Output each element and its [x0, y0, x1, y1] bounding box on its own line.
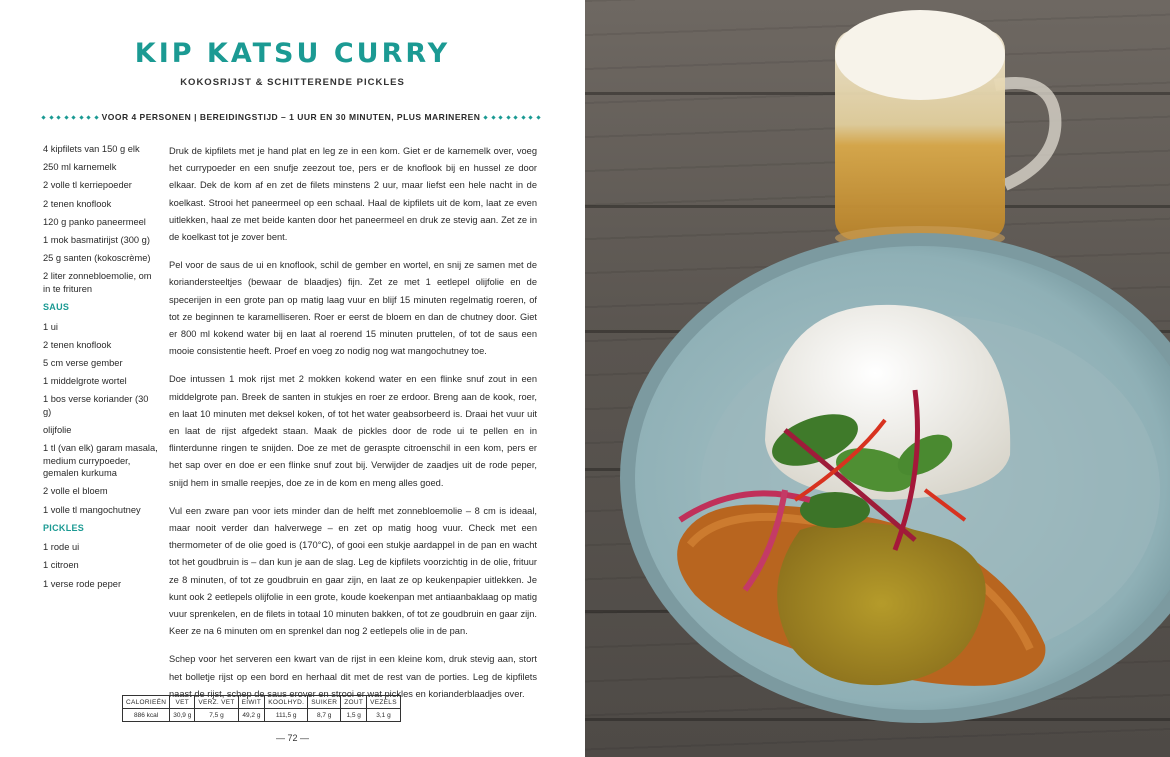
ingredient-item: 2 tenen knoflook — [43, 198, 112, 209]
recipe-meta: VOOR 4 PERSONEN | BEREIDINGSTIJD – 1 UUR EN 30 MINUTEN, PLUS MARINEREN — [101, 112, 481, 122]
nutrition-value-row — [123, 709, 401, 722]
ingredient-item: 2 volle el bloem — [43, 486, 108, 497]
recipe-subtitle: KOKOSRIJST & SCHITTERENDE PICKLES — [180, 77, 405, 88]
ingredient-list — [43, 143, 158, 596]
ingredient-item: 1 rode ui — [43, 542, 80, 553]
nutrition-header: KOOLHYD. — [265, 696, 308, 709]
ingredient-item: 250 ml karnemelk — [43, 162, 117, 173]
nutrition-value: 8,7 g — [308, 709, 341, 722]
food-photo — [585, 0, 1170, 757]
method-paragraph: Schep voor het serveren een kwart van de rijst in een kleine kom, druk stevig aan, stort het bolletje rijst op een bord en herhaal dit met de rest van de porties. Leg de kipfilets naast de rijst, schep de saus erover en strooi er wat pickles en korianderblaadjes over. — [169, 654, 537, 699]
dot-divider-left — [42, 114, 98, 120]
nutrition-header-row — [123, 696, 401, 709]
nutrition-table — [122, 695, 401, 722]
nutrition-value: 886 kcal — [123, 709, 170, 722]
ingredient-item: olijfolie — [43, 424, 72, 435]
nutrition-value: 3,1 g — [367, 709, 401, 722]
ingredient-item: 25 g santen (kokoscrème) — [43, 253, 151, 264]
recipe-title: KIP KATSU CURRY — [134, 38, 451, 69]
method-paragraph: Doe intussen 1 mok rijst met 2 mokken kokend water en een flinke snuf zout in een middelgrote pan. Breek de santen in stukjes en roer ze erdoor. Breng aan de kook, roer, en laat 10 minuten met deksel koken, of tot het water geabsorbeerd is. Draai het vuur uit en laat de rijst afgedekt staan. Maak de pickles door de rode ui te pellen en in flinterdunne ringen te snijden. Doe ze met de geraspte citroenschil in een kom, pers er het sap over en doe er een flinke snuf zout bij. Verwijder de zaadjes uit de rode peper, snijd hem in smalle reepjes, doe ze in de kom en meng alles goed. — [169, 374, 537, 488]
nutrition-value: 1,5 g — [341, 709, 367, 722]
ingredient-item: 1 bos verse koriander (30 g) — [43, 394, 149, 417]
page-number: — 72 — — [275, 733, 309, 743]
nutrition-value: 30,9 g — [170, 709, 195, 722]
saus-heading: SAUS — [43, 302, 70, 312]
food-illustration — [585, 0, 1170, 757]
ingredient-item: 4 kipfilets van 150 g elk — [43, 144, 140, 154]
method-paragraph: Vul een zware pan voor iets minder dan de helft met zonnebloemolie – 8 cm is ideaal, maar nooit verder dan halverwege – en zet op matig hoog vuur. Check met een thermometer of de olie goed is (170°C), of gooi een stukje aardappel in de pan en wacht tot het goudbruin is – dan kun je aan de slag. Leg de kipfilets voorzichtig in de olie, frituur ze 8 minuten, of tot ze goudbruin en gaar zijn, en laat ze op keukenpapier uitlekken. Je kunt ook 2 eetlepels olijfolie in een grote, koude koekenpan met antiaanbaklaag op matig vuur sprenkelen, en de filets in totaal 10 minuten bakken, of tot ze goudbruin en gaar zijn. Keer ze na 6 minuten om en sprenkel dan nog 2 eetlepels olie in de pan. — [169, 505, 537, 637]
nutrition-header: VERZ. VET — [195, 696, 238, 709]
ingredient-item: 2 volle tl kerriepoeder — [43, 180, 132, 191]
beer-mug — [835, 10, 1055, 250]
ingredient-item: 1 middelgrote wortel — [43, 376, 127, 387]
method-text — [169, 143, 537, 714]
ingredient-item: 2 liter zonnebloemolie, om in te frituren — [43, 271, 152, 294]
method-paragraph: Pel voor de saus de ui en knoflook, schil de gember en wortel, en snij ze samen met de koriandersteeltjes (bewaar de blaadjes) fijn. Zet ze met 1 eetlepel olijfolie en de specerijen in een grote pan op matig laag vuur en blijf 15 minuten regelmatig roeren, of tot ze beginnen te karamelliseren. Roer er eerst de bloem en dan de chutney door. Giet er 800 ml kokend water bij en laat al roerend 15 minuten pruttelen, of tot de saus een mooie consistentie heeft. Proef en voeg zo nodig nog wat mangochutney toe. — [169, 260, 537, 357]
ingredient-item: 1 volle tl mangochutney — [43, 504, 141, 515]
dot-divider-right — [484, 114, 540, 120]
recipe-meta-row — [42, 110, 540, 124]
nutrition-value: 111,5 g — [265, 709, 308, 722]
nutrition-header: VEZELS — [367, 696, 401, 709]
nutrition-header: VET — [170, 696, 195, 709]
ingredient-item: 1 citroen — [43, 560, 79, 571]
nutrition-value: 49,2 g — [238, 709, 265, 722]
ingredient-item: 1 mok basmatirijst (300 g) — [43, 234, 150, 245]
ingredient-item: 120 g panko paneermeel — [43, 216, 146, 227]
ingredient-item: 1 verse rode peper — [43, 578, 122, 589]
nutrition-header: CALORIEËN — [123, 696, 170, 709]
pickles-heading: PICKLES — [43, 522, 85, 533]
nutrition-value: 7,5 g — [195, 709, 238, 722]
ingredient-item: 1 ui — [43, 321, 58, 332]
ingredient-item: 2 tenen knoflook — [43, 339, 112, 350]
nutrition-header: SUIKER — [308, 696, 341, 709]
ingredient-item: 1 tl (van elk) garam masala, medium currypoeder, gemalen kurkuma — [43, 443, 158, 479]
ingredient-item: 5 cm verse gember — [43, 357, 123, 368]
method-paragraph: Druk de kipfilets met je hand plat en leg ze in een kom. Giet er de karnemelk over, voeg het currypoeder en een snufje zeezout toe, pers er de knoflook bij en hussel ze door elkaar. Dek de kom af en zet de filets minstens 2 uur, maar liefst een hele nacht in de koelkast. Strooi het paneermeel op een schaal. Haal de kipfilets uit de kom, laat ze even uitlekken, haal ze met beide kanten door het paneermeel en druk ze stevig aan. Zet ze in de koelkast tot je zover bent. — [169, 146, 537, 243]
nutrition-header: ZOUT — [341, 696, 367, 709]
nutrition-header: EIWIT — [238, 696, 265, 709]
